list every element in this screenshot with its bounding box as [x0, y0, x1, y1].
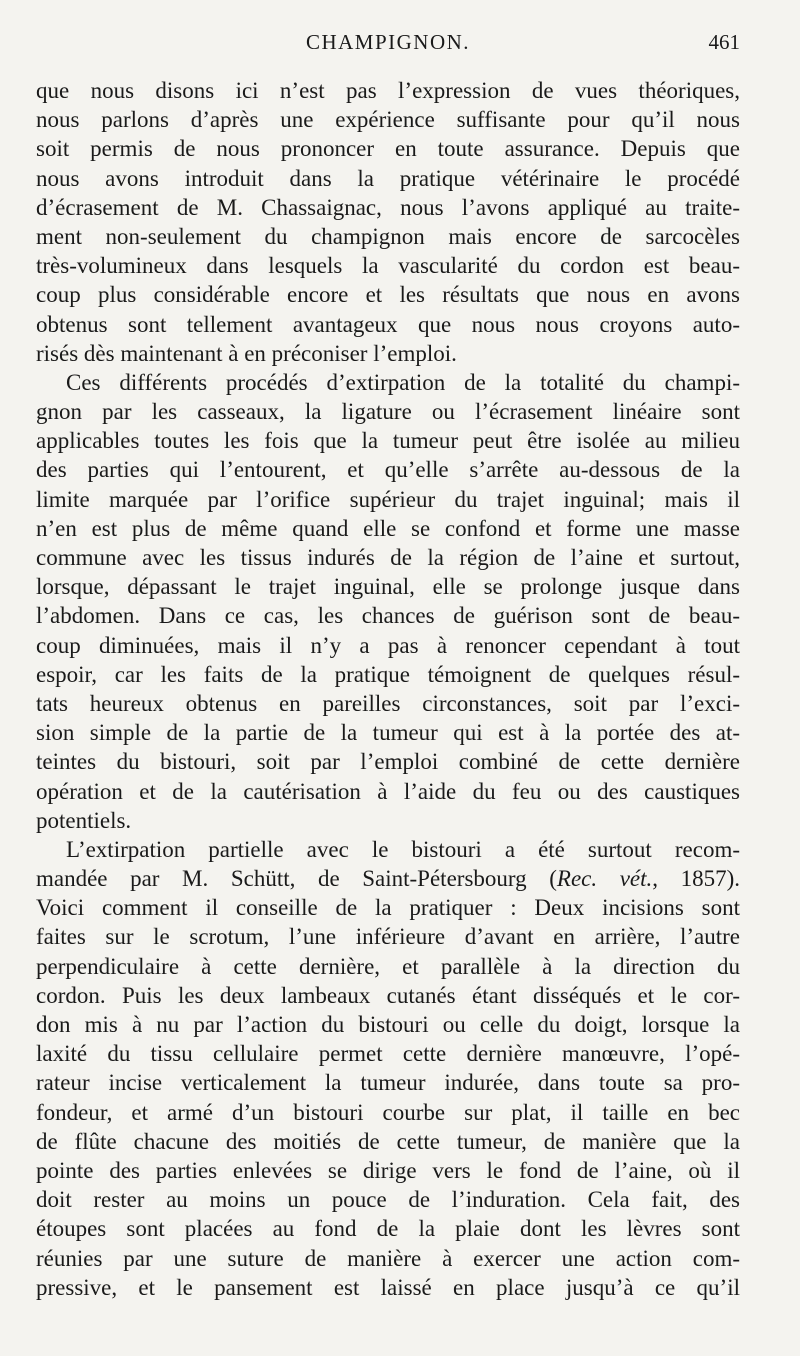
text-line: teintes du bistouri, soit par l’emploi combiné de cette dernière — [36, 749, 740, 775]
text-line: tats heureux obtenus en pareilles circonstances, soit par l’exci- — [36, 690, 740, 716]
text-line: Voici comment il conseille de la pratiquer : Deux incisions sont — [36, 895, 740, 921]
text-line: Ces différents procédés d’extirpation de la totalité du champi- — [66, 369, 740, 395]
text-line: don mis à nu par l’action du bistouri ou celle du doigt, lorsque la — [36, 1012, 740, 1037]
text-line: potentiels. — [36, 807, 132, 833]
text-line: réunies par une suture de manière à exercer une action com- — [36, 1245, 740, 1271]
text-line: fondeur, et armé d’un bistouri courbe sur plat, il taille en bec — [36, 1099, 740, 1125]
text-line: doit rester au moins un pouce de l’induration. Cela fait, des — [36, 1187, 740, 1213]
text-line: risés dès maintenant à en préconiser l’emploi. — [36, 340, 457, 366]
citation-tail: , 1857). — [652, 866, 740, 892]
text-line: coup plus considérable encore et les résultats que nous en avons — [36, 282, 740, 308]
body-text — [36, 76, 740, 1302]
text-line: faites sur le scrotum, l’une inférieure d’avant en arrière, l’autre — [36, 924, 740, 950]
text-line: cordon. Puis les deux lambeaux cutanés étant disséqués et le cor- — [36, 982, 740, 1008]
text-line: n’en est plus de même quand elle se confond et forme une masse — [36, 515, 740, 541]
text-line: rateur incise verticalement la tumeur indurée, dans toute sa pro- — [36, 1070, 740, 1096]
running-head — [36, 30, 740, 60]
text-line: sion simple de la partie de la tumeur qui est à la portée des at- — [36, 720, 740, 746]
text-line: pressive, et le pansement est laissé en place jusqu’à ce qu’il — [36, 1274, 740, 1300]
text-line: nous avons introduit dans la pratique vétérinaire le procédé — [36, 165, 740, 191]
text-line: lorsque, dépassant le trajet inguinal, elle se prolonge jusque dans — [36, 574, 740, 600]
text-line: l’abdomen. Dans ce cas, les chances de guérison sont de beau- — [36, 603, 740, 629]
citation-title: Rec. vét. — [556, 866, 653, 892]
text-line: que nous disons ici n’est pas l’expression de vues théoriques, — [36, 78, 740, 103]
page-number: 461 — [708, 30, 740, 54]
text-line: d’écrasement de M. Chassaignac, nous l’avons appliqué au traite- — [36, 194, 740, 220]
text-line: L’extirpation partielle avec le bistouri a été surtout recom- — [66, 836, 740, 862]
text-line: gnon par les casseaux, la ligature ou l’écrasement linéaire sont — [36, 399, 740, 425]
text-line: limite marquée par l’orifice supérieur du trajet inguinal; mais il — [36, 486, 740, 512]
text-line-with-citation — [36, 864, 740, 893]
text-line: opération et de la cautérisation à l’aide du feu ou des caustiques — [36, 778, 740, 804]
text-line: espoir, car les faits de la pratique témoignent de quelques résul- — [36, 661, 740, 687]
text-line: commune avec les tissus indurés de la région de l’aine et surtout, — [36, 545, 740, 570]
text-line: ment non-seulement du champignon mais encore de sarcocèles — [36, 223, 740, 249]
text-line: nous parlons d’après une expérience suffisante pour qu’il nous — [36, 107, 740, 133]
running-title: CHAMPIGNON. — [305, 30, 471, 54]
text-fragment: mandée par M. Schütt, de Saint-Pétersbourg ( — [36, 866, 557, 892]
text-line: des parties qui l’entourent, et qu’elle s’arrête au-dessous de la — [36, 457, 740, 483]
text-line: pointe des parties enlevées se dirige vers le fond de l’aine, où il — [36, 1157, 740, 1183]
text-line: de flûte chacune des moitiés de cette tumeur, de manière que la — [36, 1128, 740, 1154]
text-line: obtenus sont tellement avantageux que nous nous croyons auto- — [36, 311, 740, 337]
text-line: perpendiculaire à cette dernière, et parallèle à la direction du — [36, 953, 740, 979]
text-line: applicables toutes les fois que la tumeur peut être isolée au milieu — [36, 428, 740, 454]
text-line: soit permis de nous prononcer en toute assurance. Depuis que — [36, 136, 740, 162]
text-line: étoupes sont placées au fond de la plaie dont les lèvres sont — [36, 1216, 740, 1242]
text-line: très-volumineux dans lesquels la vascularité du cordon est beau- — [36, 253, 740, 279]
text-line: coup diminuées, mais il n’y a pas à renoncer cependant à tout — [36, 632, 740, 658]
text-line: laxité du tissu cellulaire permet cette dernière manœuvre, l’opé- — [36, 1041, 740, 1067]
